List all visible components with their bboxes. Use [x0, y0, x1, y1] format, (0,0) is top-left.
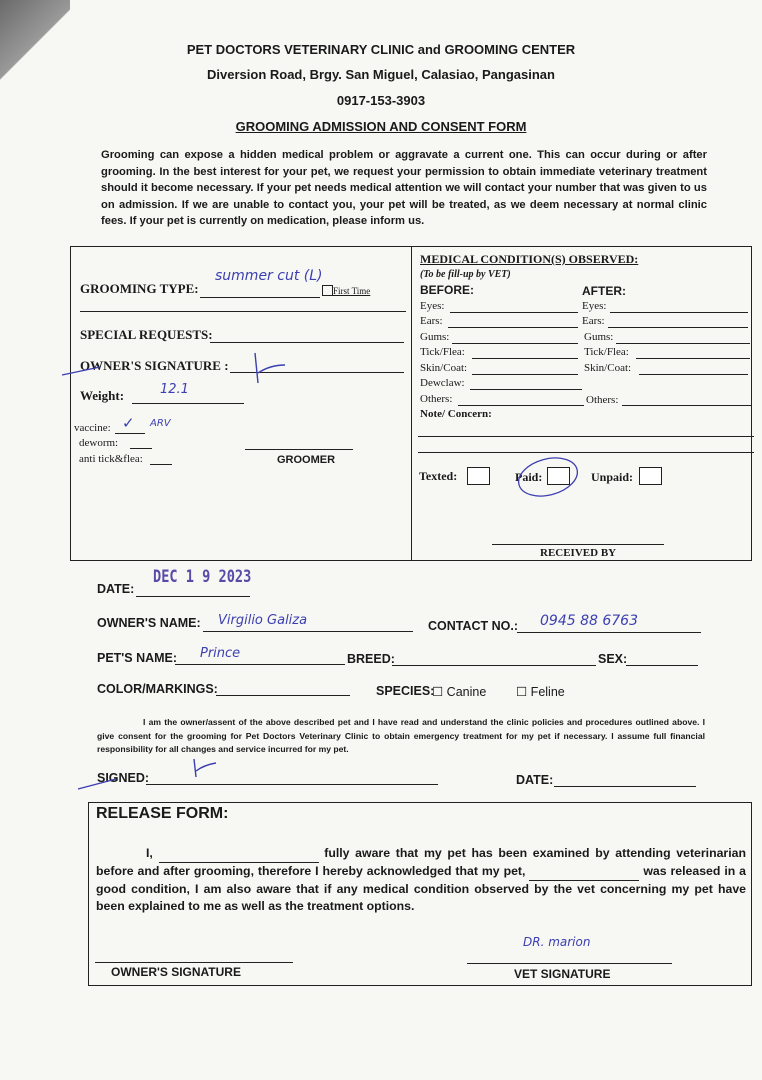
after-others-line[interactable] — [622, 405, 752, 406]
grooming-type-line — [200, 297, 320, 298]
after-gums-label: Gums: — [584, 331, 614, 343]
before-gums-label: Gums: — [420, 331, 450, 343]
after-tick-label: Tick/Flea: — [584, 346, 629, 358]
anti-tick-label: anti tick&flea: — [79, 453, 143, 465]
unpaid-label: Unpaid: — [591, 470, 634, 484]
note-line-1[interactable] — [418, 436, 754, 437]
owner-name-label: OWNER'S NAME: — [97, 616, 201, 630]
texted-label: Texted: — [419, 469, 458, 483]
owner-name-line[interactable] — [203, 631, 413, 632]
before-dewclaw-line[interactable] — [470, 389, 582, 390]
paid-label: Paid: — [515, 470, 543, 484]
signed-label: SIGNED: — [97, 771, 150, 785]
sex-line[interactable] — [626, 665, 698, 666]
grooming-type-value[interactable]: summer cut (L) — [215, 268, 323, 284]
contact-value: 0945 88 6763 — [540, 613, 638, 629]
signed-signature-mark — [76, 755, 216, 795]
after-ears-label: Ears: — [582, 315, 605, 327]
before-eyes-label: Eyes: — [420, 300, 445, 312]
before-others-line[interactable] — [458, 405, 584, 406]
canine-option[interactable]: ☐ Canine — [432, 685, 487, 699]
before-ears-line[interactable] — [448, 327, 578, 328]
vaccine-check: ✓ — [122, 414, 135, 432]
medical-title: MEDICAL CONDITION(S) OBSERVED: — [420, 252, 639, 266]
date-line[interactable] — [136, 596, 250, 597]
after-eyes-label: Eyes: — [582, 300, 607, 312]
before-label: BEFORE: — [420, 283, 474, 297]
after-tick-line[interactable] — [636, 358, 750, 359]
first-time-label: First Time — [333, 286, 371, 296]
date2-label: DATE: — [516, 773, 554, 787]
paid-circle-mark — [508, 453, 588, 501]
owner-signature-release-line[interactable] — [95, 962, 293, 963]
vaccine-note: ARV — [150, 418, 171, 429]
first-time-checkbox[interactable] — [322, 285, 333, 296]
form-title: GROOMING ADMISSION AND CONSENT FORM — [235, 119, 527, 134]
after-label: AFTER: — [582, 284, 626, 298]
breed-line[interactable] — [392, 665, 596, 666]
release-text — [96, 845, 746, 915]
contact-line[interactable] — [517, 632, 701, 633]
release-text-body: fully aware that my pet has been examined by attending veterinarian before and after grooming, therefore I hereby acknowledged that my pet, — [96, 846, 746, 878]
received-by-line[interactable] — [492, 544, 664, 545]
color-markings-line[interactable] — [216, 695, 350, 696]
color-markings-label: COLOR/MARKINGS: — [97, 682, 218, 696]
weight-line[interactable] — [132, 403, 244, 404]
release-name-blank[interactable] — [159, 845, 319, 863]
feline-option[interactable]: ☐ Feline — [516, 685, 565, 699]
release-text-end: was released in a good condition, I am also aware that if any medical condition observed by the vet concerning my pet have been explained to me as well as the treatment options. — [96, 864, 747, 913]
owner-signature-release-label: OWNER'S SIGNATURE — [111, 965, 241, 979]
note-label: Note/ Concern: — [420, 408, 492, 420]
date-stamp: DEC 1 9 2023 — [153, 567, 252, 587]
weight-value: 12.1 — [160, 382, 189, 397]
before-gums-line[interactable] — [452, 343, 578, 344]
after-eyes-line[interactable] — [610, 312, 748, 313]
clinic-address: Diversion Road, Brgy. San Miguel, Calasiao, Pangasinan — [207, 67, 555, 82]
intro-paragraph: Grooming can expose a hidden medical problem or aggravate a current one. This can occur during or after grooming. In the best interest for your pet, we request your permission to obtain immediate veterinary treatment should it become necessary. If your pet needs medical attention we will contact your number that was given to us on admission. If we are unable to contact you, your pet will be treated, as we deem necessary at normal clinic fees. If your pet is currently on medication, please inform us. — [101, 149, 707, 227]
medical-subtitle: (To be fill-up by VET) — [420, 269, 511, 280]
after-others-label: Others: — [586, 394, 619, 406]
anti-tick-line[interactable] — [150, 464, 172, 465]
groomer-label: GROOMER — [277, 454, 336, 466]
special-requests-label: SPECIAL REQUESTS: — [80, 327, 213, 342]
groomer-line[interactable] — [245, 449, 353, 450]
release-text-i: I, — [146, 846, 153, 860]
contact-label: CONTACT NO.: — [428, 619, 519, 633]
clinic-phone: 0917-153-3903 — [336, 93, 426, 108]
vet-signature-line[interactable] — [467, 963, 672, 964]
grooming-type-label: GROOMING TYPE: — [80, 281, 199, 296]
texted-checkbox[interactable] — [467, 467, 490, 485]
before-others-label: Others: — [420, 393, 453, 405]
owner-signature-mark — [60, 345, 300, 385]
deworm-line[interactable] — [130, 448, 152, 449]
box-divider — [411, 246, 412, 560]
after-skin-label: Skin/Coat: — [584, 362, 632, 374]
sex-label: SEX: — [598, 652, 628, 666]
weight-label: Weight: — [80, 388, 125, 403]
clinic-name: PET DOCTORS VETERINARY CLINIC and GROOMING CENTER — [186, 42, 576, 57]
after-skin-line[interactable] — [639, 374, 748, 375]
after-ears-line[interactable] — [608, 327, 748, 328]
deworm-label: deworm: — [79, 437, 119, 449]
consent-text: I am the owner/assent of the above described pet and I have read and understand the clinic policies and procedures outlined above. I give consent for the grooming for Pet Doctors Veterinary Clinic to obtain emergency treatment for my pet if necessary. I assume full financial responsibility for all changes and service incurred for my pet. — [97, 717, 705, 754]
before-ears-label: Ears: — [420, 315, 443, 327]
vaccine-line[interactable] — [115, 433, 145, 434]
vet-handwriting: DR. marion — [523, 935, 591, 949]
before-skin-line[interactable] — [472, 374, 578, 375]
before-skin-label: Skin/Coat: — [420, 362, 468, 374]
pet-name-line[interactable] — [175, 664, 345, 665]
before-dewclaw-label: Dewclaw: — [420, 377, 465, 389]
owner-signature-label: OWNER'S SIGNATURE : — [80, 358, 229, 373]
owner-name-value: Virgilio Galiza — [218, 613, 308, 628]
breed-label: BREED: — [347, 652, 395, 666]
vaccine-label: vaccine: — [74, 422, 111, 434]
before-eyes-line[interactable] — [450, 312, 578, 313]
pet-name-value: Prince — [200, 646, 241, 661]
pet-name-label: PET'S NAME: — [97, 651, 178, 665]
species-label: SPECIES: — [376, 684, 435, 698]
date-label: DATE: — [97, 582, 135, 596]
release-title: RELEASE FORM: — [96, 805, 229, 822]
received-by-label: RECEIVED BY — [540, 547, 617, 559]
unpaid-checkbox[interactable] — [639, 467, 662, 485]
before-tick-label: Tick/Flea: — [420, 346, 465, 358]
grooming-type-line-2 — [80, 311, 406, 312]
special-requests-line[interactable] — [210, 342, 404, 343]
release-pet-blank[interactable] — [529, 863, 639, 881]
vet-signature-label: VET SIGNATURE — [514, 967, 611, 981]
date2-line[interactable] — [554, 786, 696, 787]
after-gums-line[interactable] — [616, 343, 750, 344]
before-tick-line[interactable] — [472, 358, 578, 359]
